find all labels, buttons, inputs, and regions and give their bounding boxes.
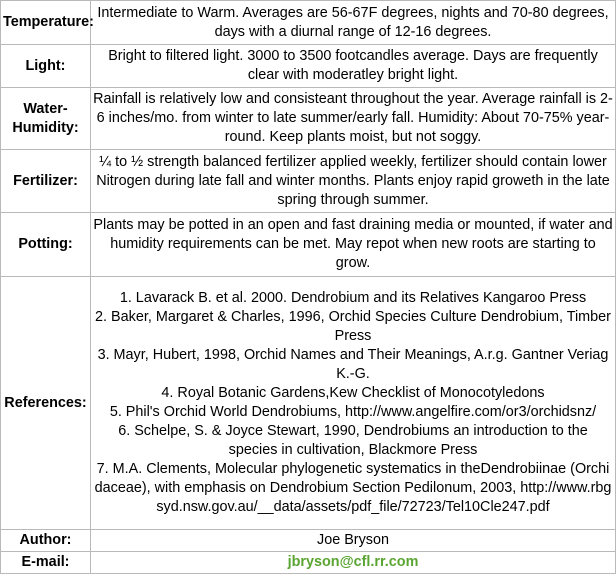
- table-row-fertilizer: [1, 150, 616, 213]
- fertilizer-value: ¼ to ½ strength balanced fertilizer applied weekly, fertilizer should contain lower Nitrogen during late fall and winter months. Plants enjoy rapid groweth in the late spring through summer.: [91, 150, 616, 213]
- light-label: Light:: [1, 45, 91, 88]
- water-humidity-value: Rainfall is relatively low and consisteant throughout the year. Average rainfall is 2-6 inches/mo. from winter to late summer/early fall. Humidity: About 70-75% year-round. Keep plants moist, but not soggy.: [91, 88, 616, 150]
- reference-item: 5. Phil's Orchid World Dendrobiums, http://www.angelfire.com/or3/orchidsnz/: [109, 404, 597, 420]
- email-label: E-mail:: [1, 552, 91, 574]
- water-humidity-label-line2: Humidity:: [12, 119, 79, 136]
- email-cell: [91, 552, 616, 574]
- water-humidity-label: [1, 88, 91, 150]
- reference-item: 6. Schelpe, S. & Joyce Stewart, 1990, Dendrobiums an introduction to the species in cultivation, Blackmore Press: [118, 423, 588, 458]
- water-humidity-label-line1: Water-: [23, 100, 68, 117]
- table-row-references: [1, 277, 616, 530]
- reference-item: 2. Baker, Margaret & Charles, 1996, Orchid Species Culture Dendrobium, Timber Press: [95, 309, 611, 344]
- table-row-potting: [1, 213, 616, 277]
- author-value: Joe Bryson: [91, 530, 616, 552]
- reference-item: 1. Lavarack B. et al. 2000. Dendrobium and its Relatives Kangaroo Press: [119, 290, 587, 306]
- reference-item: 4. Royal Botanic Gardens,Kew Checklist of Monocotyledons: [161, 385, 545, 401]
- table-row-light: [1, 45, 616, 88]
- table-row-email: [1, 552, 616, 574]
- potting-value: Plants may be potted in an open and fast draining media or mounted, if water and humidity requirements can be met. May repot when new roots are starting to grow.: [91, 213, 616, 277]
- table-row-temperature: [1, 1, 616, 45]
- references-label: References:: [1, 277, 91, 530]
- table-row-water-humidity: [1, 88, 616, 150]
- temperature-value: Intermediate to Warm. Averages are 56-67F degrees, nights and 70-80 degrees, days with a diurnal range of 12-16 degrees.: [91, 1, 616, 45]
- references-list: [91, 277, 616, 530]
- light-value: Bright to filtered light. 3000 to 3500 footcandles average. Days are frequently clear with moderatley bright light.: [91, 45, 616, 88]
- reference-item: 7. M.A. Clements, Molecular phylogenetic systematics in theDendrobiinae (Orchidaceae), with emphasis on Dendrobium Section Pedilonum, 2003, http://www.rbgsyd.nsw.gov.au/__data/assets/pdf_file/72723/Tel10Cle247.pdf: [94, 461, 612, 515]
- fertilizer-label: Fertilizer:: [1, 150, 91, 213]
- email-link[interactable]: jbryson@cfl.rr.com: [287, 554, 419, 570]
- potting-label: Potting:: [1, 213, 91, 277]
- temperature-label: Temperature:: [1, 1, 91, 45]
- author-label: Author:: [1, 530, 91, 552]
- table-row-author: [1, 530, 616, 552]
- reference-item: 3. Mayr, Hubert, 1998, Orchid Names and Their Meanings, A.r.g. Gantner Veriag K.-G.: [97, 347, 609, 382]
